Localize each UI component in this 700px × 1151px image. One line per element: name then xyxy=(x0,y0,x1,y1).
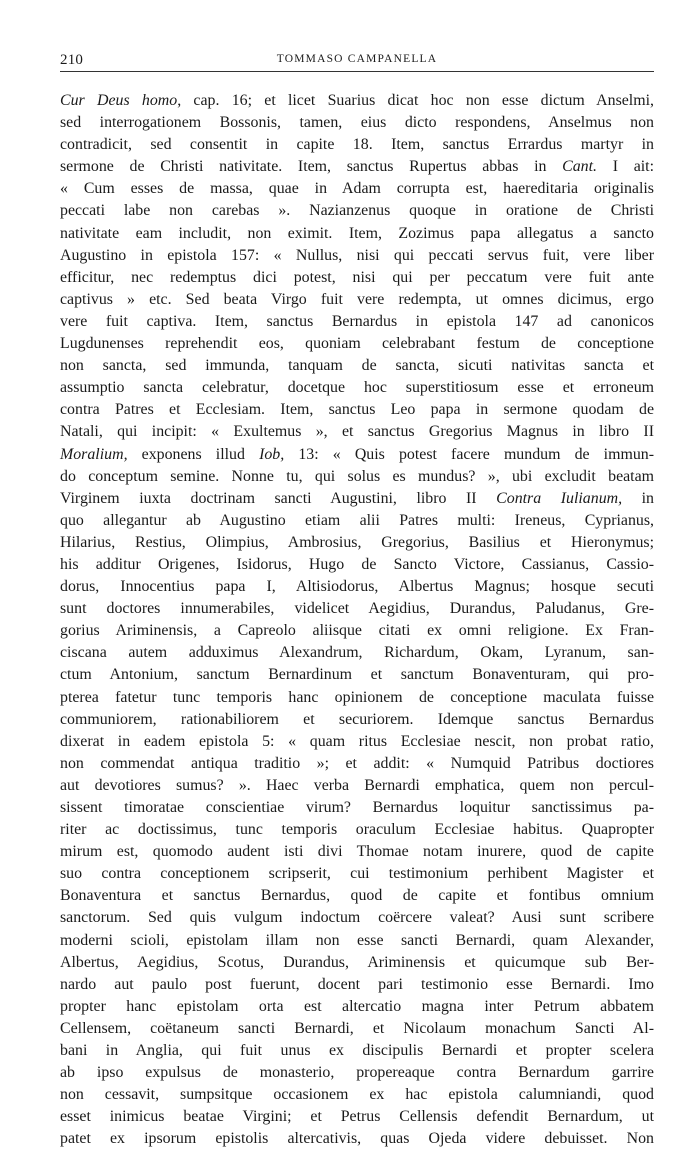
text-line: moderni scioli, epistolam illam non esse sancti Bernardi, quam Alexander, xyxy=(60,931,654,949)
text-line: quo allegantur ab Augustino etiam alii Patres multi: Ireneus, Cyprianus, xyxy=(60,511,654,529)
text-line: sissent timoratae conscientiae virum? Bernardus loquitur sanctissimus pa- xyxy=(60,799,654,816)
text-line: communiorem, rationabiliorem et securiorem. Idemque sanctus Bernardus xyxy=(60,710,654,728)
text-line: sermone de Christi nativitate. Item, sanctus Rupertus abbas in Cant. I ait: xyxy=(60,158,654,176)
text-line: Albertus, Aegidius, Scotus, Durandus, Ariminensis et quicumque sub Ber- xyxy=(60,953,654,971)
text-line: do conceptum semine. Nonne tu, qui solus es mundus? », ubi excludit beatam xyxy=(60,467,654,485)
page-number: 210 xyxy=(60,52,84,68)
text-line: sanctorum. Sed quis vulgum indoctum coërcere valeat? Ausi sunt scribere xyxy=(60,909,654,927)
text-line: contra Patres et Ecclesiam. Item, sanctus Leo papa in sermone quodam de xyxy=(60,401,654,419)
text-line: bani in Anglia, qui fuit unus ex discipulis Bernardi et propter scelera xyxy=(60,1042,654,1060)
text-line: ciscana autem adduximus Alexandrum, Richardum, Okam, Lyranum, san- xyxy=(60,644,654,662)
text-line: pterea fatetur tunc temporis hanc opinionem de conceptione maculata fuisse xyxy=(60,688,654,706)
text-line: nardo aut paulo post fuerunt, docent pari testimonio esse Bernardi. Imo xyxy=(60,975,654,993)
text-line: aut devotiores sumus? ». Haec verba Bernardi emphatica, quem non percul- xyxy=(60,776,654,794)
text-line: contradicit, sed consentit in capite 18. Item, sanctus Errardus martyr in xyxy=(60,136,654,154)
text-line: Bonaventura et sanctus Bernardus, quod de capite et fontibus omnium xyxy=(60,887,654,905)
text-line: suo contra conceptionem scripserit, cui testimonium perhibent Magister et xyxy=(60,865,654,883)
text-line: ctum Antonium, sanctum Bernardinum et sanctum Bonaventuram, qui pro- xyxy=(60,666,654,684)
text-line: Cur Deus homo, cap. 16; et licet Suarius dicat hoc non esse dictum Anselmi, xyxy=(60,92,654,109)
text-line: non cessavit, sumpsitque occasionem ex hac epistola calumniandi, quod xyxy=(60,1086,654,1104)
text-line: nativitate eam includit, non eximit. Item, Zozimus papa allegatus a sancto xyxy=(60,224,654,242)
header-rule xyxy=(60,71,654,72)
text-line: Virginem iuxta doctrinam sancti Augustini, libro II Contra Iulianum, in xyxy=(60,489,655,507)
text-line: Hilarius, Restius, Olimpius, Ambrosius, Gregorius, Basilius et Hieronymus; xyxy=(60,533,654,551)
text-line: patet ex ipsorum epistolis altercativis, quas Ojeda videre debuisset. Non xyxy=(60,1130,654,1148)
text-line: dorus, Innocentius papa I, Altisiodorus, Albertus Magnus; hosque secuti xyxy=(60,578,654,596)
text-line: dixerat in eadem epistola 5: « quam ritus Ecclesiae nescit, non probat ratio, xyxy=(60,732,654,750)
text-line: vere fuit captiva. Item, sanctus Bernardus in epistola 147 ad canonicos xyxy=(60,312,654,330)
running-head xyxy=(60,52,654,72)
text-line: non sancta, sed immunda, tanquam de sancta, sicuti nativitas sancta et xyxy=(60,357,654,375)
text-line: sunt doctores innumerabiles, videlicet Aegidius, Durandus, Paludanus, Gre- xyxy=(60,600,654,618)
text-line: riter ac doctissimus, tunc temporis oraculum Ecclesiae habitus. Quapropter xyxy=(60,821,654,839)
text-line: ab ipso expulsus de monasterio, propereaque contra Bernardum garrire xyxy=(60,1064,654,1082)
text-line: « Cum esses de massa, quae in Adam corrupta est, haereditaria originalis xyxy=(60,180,654,198)
text-line: Moralium, exponens illud Iob, 13: « Quis potest facere mundum de immun- xyxy=(60,445,655,463)
text-line: Lugdunenses reprehendit eos, quoniam celebrabant festum de conceptione xyxy=(60,335,654,353)
text-line: sed interrogationem Bossonis, tamen, eius dicto respondens, Anselmus non xyxy=(60,114,654,132)
running-title: TOMMASO CAMPANELLA xyxy=(276,53,438,65)
text-line: Cellensem, coëtaneum sancti Bernardi, et Nicolaum monachum Sancti Al- xyxy=(60,1019,654,1037)
text-line: non commendat antiqua traditio »; et addit: « Numquid Patribus doctiores xyxy=(60,754,654,772)
text-line: efficitur, nec redemptus dici potest, nisi qui per peccatum vere fuit ante xyxy=(60,268,654,286)
text-line: peccati labe non carebas ». Nazianzenus quoque in oratione de Christi xyxy=(60,202,654,220)
body-text xyxy=(60,90,654,1151)
text-line: esset inimicus beatae Virgini; et Petrus Cellensis defendit Bernardum, ut xyxy=(60,1108,654,1126)
text-line: his additur Origenes, Isidorus, Hugo de Sancto Victore, Cassianus, Cassio- xyxy=(60,555,654,573)
text-line: captivus » etc. Sed beata Virgo fuit vere redempta, ut omnes dicimus, ergo xyxy=(60,290,654,308)
text-line: gorius Ariminensis, a Capreolo aliisque citati ex omni religione. Ex Fran- xyxy=(60,622,654,640)
text-line: Natali, qui incipit: « Exultemus », et sanctus Gregorius Magnus in libro II xyxy=(60,423,654,441)
text-line: mirum est, quomodo audent isti divi Thomae notam inurere, quod de capite xyxy=(60,843,654,861)
text-line: propter hanc epistolam orta est altercatio magna inter Petrum abbatem xyxy=(60,997,654,1015)
text-line: Augustino in epistola 157: « Nullus, nisi qui peccati servus fuit, vere liber xyxy=(60,246,654,264)
text-line: assumptio sancta celebratur, docetque hoc superstitiosum esse et erroneum xyxy=(60,379,654,397)
